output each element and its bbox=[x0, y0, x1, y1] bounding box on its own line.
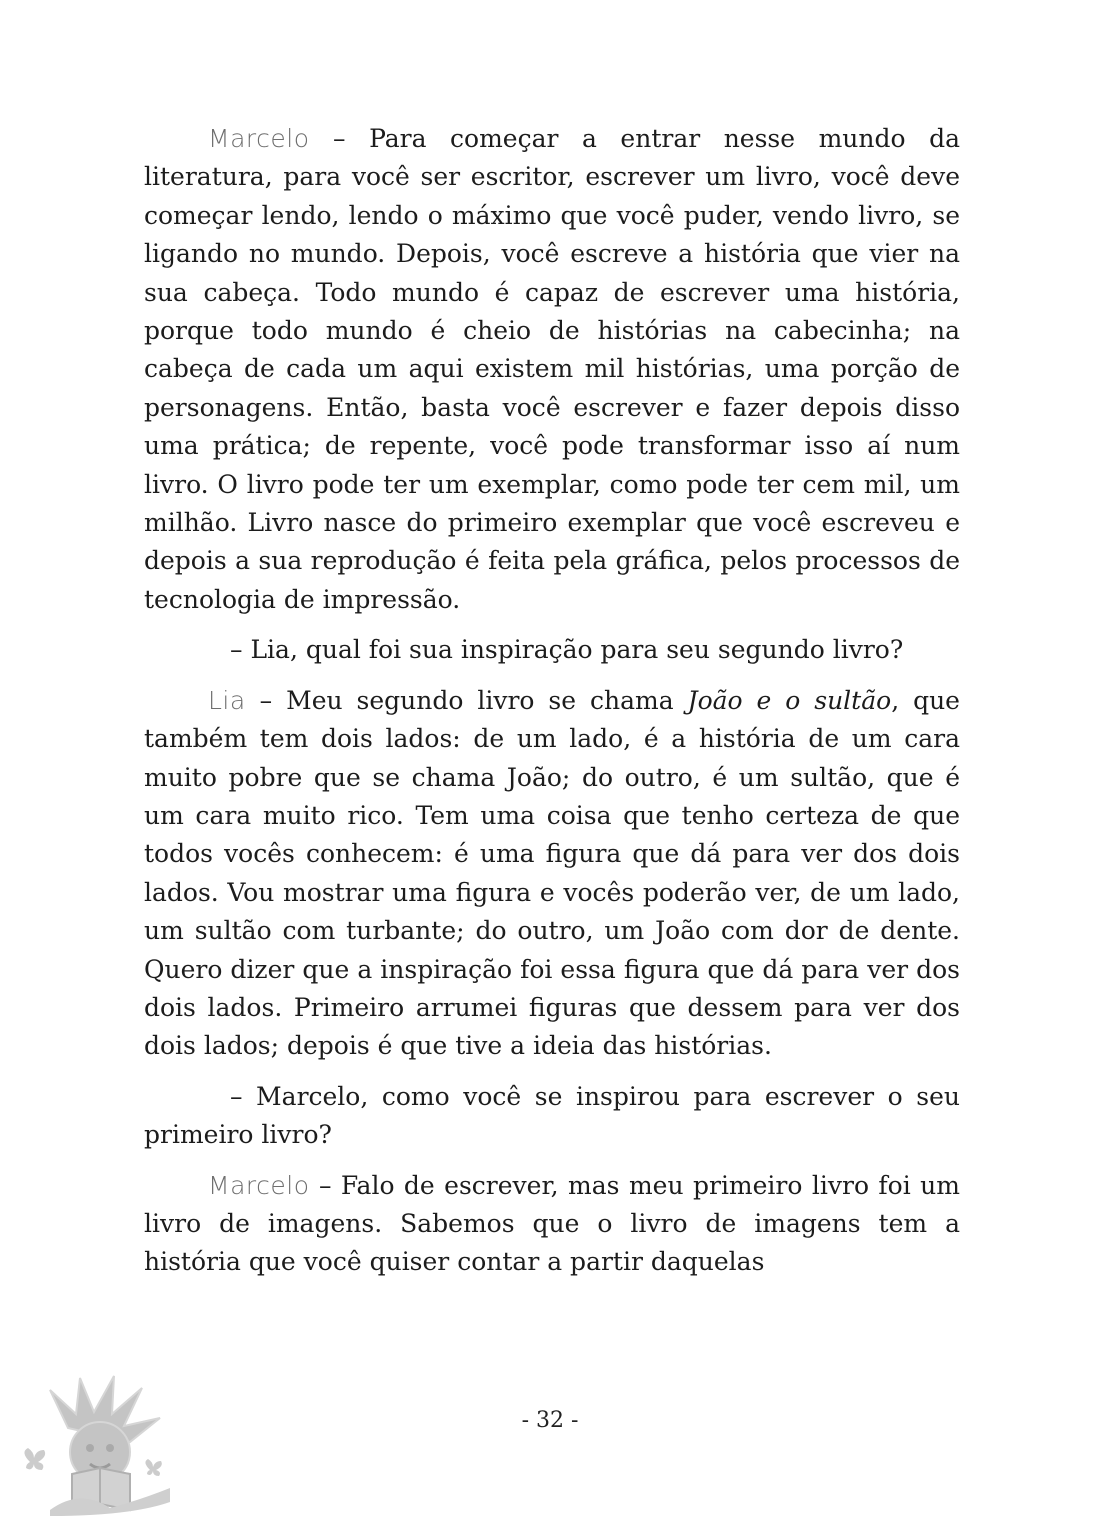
page-number: - 32 - bbox=[521, 1408, 579, 1433]
paragraph-question-marcelo bbox=[144, 1078, 960, 1155]
speaker-dash: – bbox=[245, 685, 287, 715]
child-reading-mascot-icon bbox=[10, 1370, 180, 1518]
paragraph-question-lia bbox=[144, 631, 960, 669]
speaker-dash: – bbox=[309, 1170, 341, 1200]
speaker-dash: – bbox=[309, 124, 370, 153]
paragraph-text: Falo de escrever, mas meu primeiro livro foi um livro de imagens. Sabemos que o livro de imagens tem a história que você quiser contar a partir daquelas bbox=[144, 1170, 960, 1277]
book-title: João e o sultão bbox=[687, 685, 892, 715]
paragraph-text-continued: , que também tem dois lados: de um lado, é a história de um cara muito pobre que se chama João; do outro, é um sultão, que é um cara muito rico. Tem uma coisa que tenho certeza de que todos vocês conhecem: é uma figura que dá para ver dos dois lados. Vou mostrar uma figura e vocês poderão ver, de um lado, um sultão com turbante; do outro, um João com dor de dente. Quero dizer que a inspiração foi essa figura que dá para ver dos dois lados. Primeiro arrumei figuras que dessem para ver dos dois lados; depois é que tive a ideia das histórias. bbox=[144, 685, 960, 1061]
paragraph-text: Para começar a entrar nesse mundo da literatura, para você ser escritor, escrever um livro, você deve começar lendo, lendo o máximo que você puder, vendo livro, se ligando no mundo. Depois, você escreve a história que vier na sua cabeça. Todo mundo é capaz de escrever uma história, porque todo mundo é cheio de histórias na cabecinha; na cabeça de cada um aqui existem mil histórias, uma porção de personagens. Então, basta você escrever e fazer depois disso uma prática; de repente, você pode transformar isso aí num livro. O livro pode ter um exemplar, como pode ter cem mil, um milhão. Livro nasce do primeiro exemplar que você escreveu e depois a sua reprodução é feita pela gráfica, pelos processos de tecnologia de impressão. bbox=[144, 124, 960, 614]
paragraph-text: Meu segundo livro se chama bbox=[286, 685, 688, 715]
question-text: – Marcelo, como você se inspirou para escrever o seu primeiro livro? bbox=[144, 1081, 960, 1150]
speaker-name: Marcelo bbox=[208, 124, 310, 153]
paragraph-marcelo-answer-2 bbox=[144, 1167, 960, 1282]
question-text: – Lia, qual foi sua inspiração para seu segundo livro? bbox=[230, 635, 904, 665]
speaker-name: Lia bbox=[208, 685, 246, 715]
paragraph-lia-answer bbox=[144, 682, 960, 1066]
paragraph-marcelo-answer-1 bbox=[144, 120, 960, 619]
book-page-text bbox=[144, 120, 960, 1282]
speaker-name: Marcelo bbox=[208, 1170, 310, 1200]
